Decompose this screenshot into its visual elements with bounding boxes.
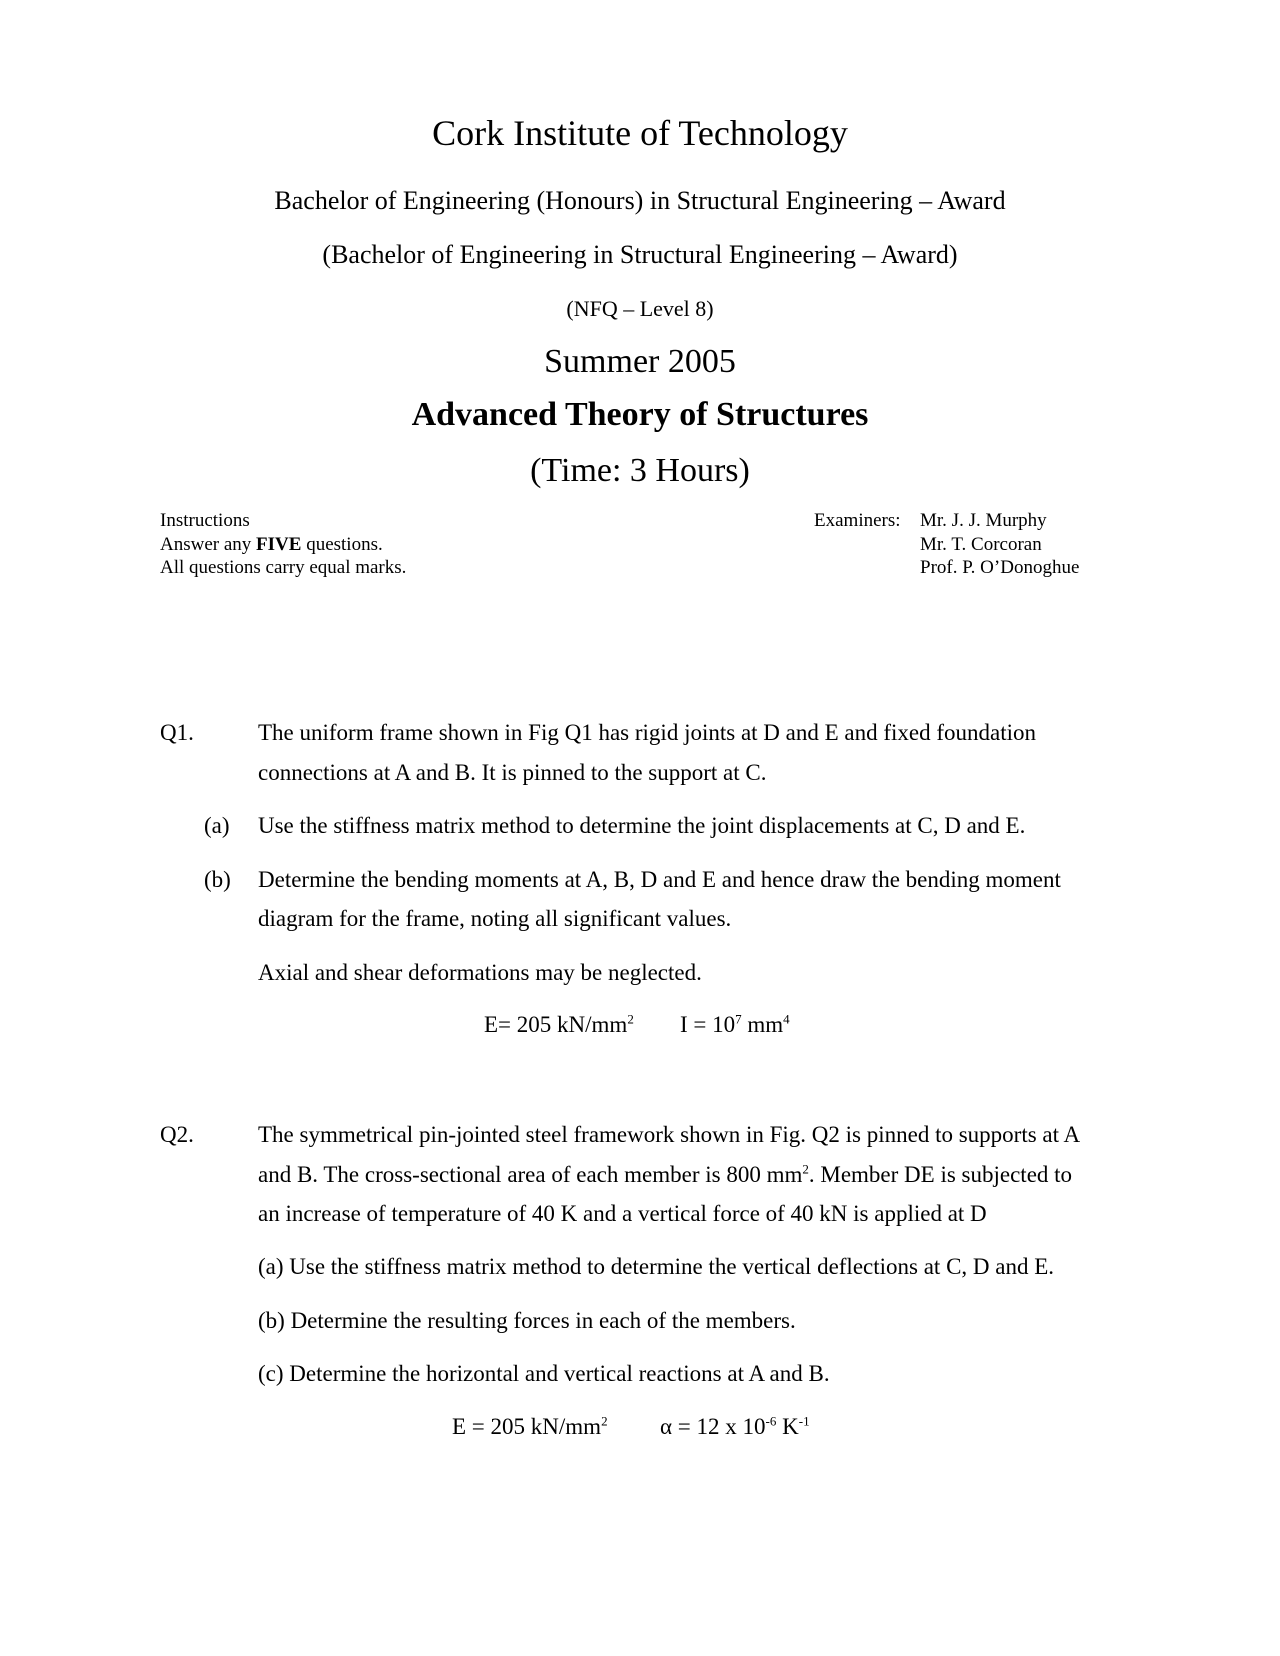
exam-session: Summer 2005 bbox=[544, 343, 736, 380]
subject-title: Advanced Theory of Structures bbox=[411, 396, 869, 433]
q1-formula-e-exponent: 2 bbox=[627, 1011, 634, 1027]
q1-formula-i-unit-exponent: 4 bbox=[783, 1011, 790, 1027]
examiner-name: Prof. P. O’Donoghue bbox=[920, 557, 1080, 578]
q1-formula-inertia bbox=[680, 1012, 790, 1038]
q1-part-a-text: Use the stiffness matrix method to determine the joint displacements at C, D and E. bbox=[258, 813, 1026, 838]
q2-formula-alpha-unit: K bbox=[776, 1414, 799, 1439]
instructions-line-1-pre: Answer any bbox=[160, 534, 257, 555]
q1-formula-modulus bbox=[484, 1012, 634, 1038]
q1-part-b-line-1: Determine the bending moments at A, B, D and E and hence draw the bending moment bbox=[258, 867, 1061, 892]
q2-area-exponent: 2 bbox=[802, 1161, 809, 1177]
q1-formula-i-unit: mm bbox=[741, 1012, 784, 1037]
instructions-line-1-post: questions. bbox=[301, 534, 383, 555]
q2-formula-alpha-value: α = 12 x 10 bbox=[660, 1414, 766, 1439]
instructions-line-1 bbox=[160, 534, 383, 556]
q2-part-c: (c) Determine the horizontal and vertical reactions at A and B. bbox=[258, 1361, 830, 1386]
instructions-five: FIVE bbox=[256, 534, 302, 555]
examiners-label: Examiners: bbox=[814, 510, 901, 531]
q2-part-b: (b) Determine the resulting forces in each of the members. bbox=[258, 1308, 796, 1333]
q2-text-line-2-pre: and B. The cross-sectional area of each member is 800 mm bbox=[258, 1162, 803, 1187]
q2-formula-e-exponent: 2 bbox=[601, 1413, 608, 1429]
q2-text-line-2 bbox=[258, 1162, 1072, 1188]
q1-formula-i-exponent: 7 bbox=[735, 1011, 742, 1027]
q1-part-b-line-2: diagram for the frame, noting all significant values. bbox=[258, 906, 732, 931]
q1-part-b-label: (b) bbox=[204, 867, 231, 892]
instructions-line-2: All questions carry equal marks. bbox=[160, 557, 407, 578]
q2-formula-e: E = 205 kN/mm bbox=[452, 1414, 602, 1439]
programme-alt-title: (Bachelor of Engineering in Structural Engineering – Award) bbox=[322, 240, 958, 269]
institution-title: Cork Institute of Technology bbox=[432, 113, 848, 153]
nfq-level: (NFQ – Level 8) bbox=[566, 296, 714, 321]
q1-text-line-2: connections at A and B. It is pinned to the support at C. bbox=[258, 760, 767, 785]
q2-formula-alpha bbox=[660, 1414, 810, 1440]
q2-text-line-3: an increase of temperature of 40 K and a vertical force of 40 kN is applied at D bbox=[258, 1201, 987, 1226]
instructions-heading: Instructions bbox=[160, 510, 250, 531]
q1-text-line-1: The uniform frame shown in Fig Q1 has rigid joints at D and E and fixed foundation bbox=[258, 720, 1037, 745]
exam-duration: (Time: 3 Hours) bbox=[530, 452, 750, 489]
q1-number: Q1. bbox=[160, 720, 194, 745]
q2-formula-modulus bbox=[452, 1414, 608, 1440]
q2-part-a: (a) Use the stiffness matrix method to determine the vertical deflections at C, D and E. bbox=[258, 1254, 1055, 1279]
q2-formula-alpha-exponent: -6 bbox=[765, 1413, 777, 1429]
q1-part-a-label: (a) bbox=[204, 813, 230, 838]
q2-formula-alpha-unit-exponent: -1 bbox=[798, 1413, 810, 1429]
q1-formula-i: I = 10 bbox=[680, 1012, 736, 1037]
programme-title: Bachelor of Engineering (Honours) in Structural Engineering – Award bbox=[274, 186, 1006, 215]
q1-note: Axial and shear deformations may be neglected. bbox=[258, 960, 702, 985]
examiner-name: Mr. J. J. Murphy bbox=[920, 510, 1047, 531]
q1-formula-e: E= 205 kN/mm bbox=[484, 1012, 628, 1037]
q2-text-line-2-post: . Member DE is subjected to bbox=[808, 1162, 1073, 1187]
q2-number: Q2. bbox=[160, 1122, 194, 1147]
examiner-name: Mr. T. Corcoran bbox=[920, 534, 1042, 555]
q2-text-line-1: The symmetrical pin-jointed steel framework shown in Fig. Q2 is pinned to supports at A bbox=[258, 1122, 1081, 1147]
